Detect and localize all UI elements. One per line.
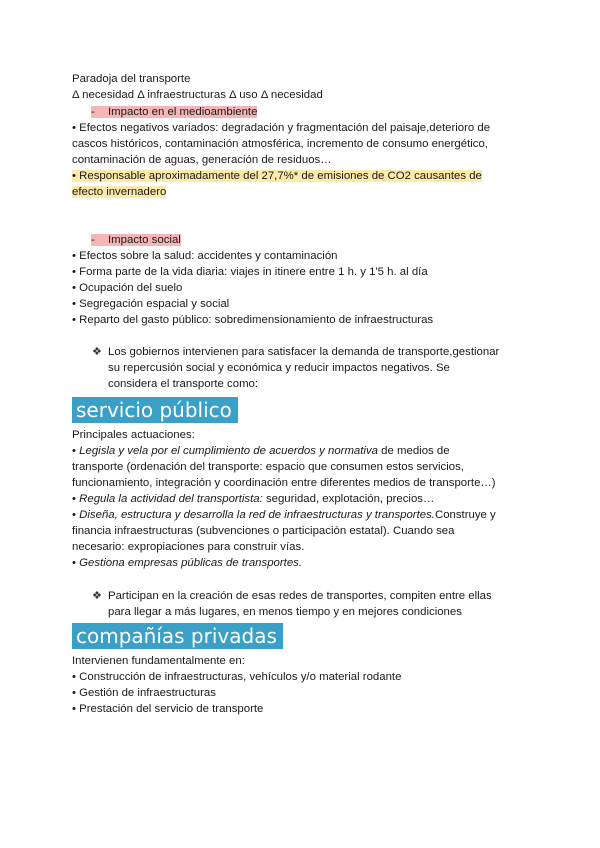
action-line: • Regula la actividad del transportista: seguridad, explotación, precios… xyxy=(72,493,435,505)
private-line: • Construcción de infraestructuras, vehículos y/o material rodante xyxy=(72,671,402,683)
env-impact-heading-text: Impacto en el medioambiente xyxy=(108,106,258,118)
social-line: • Reparto del gasto público: sobredimensionamiento de infraestructuras xyxy=(72,314,434,326)
private-companies-banner: compañías privadas xyxy=(72,623,283,649)
doc-title: Paradoja del transporte xyxy=(72,73,191,85)
transport-paradox-formula: Δ necesidad Δ infraestructuras Δ uso Δ necesidad xyxy=(72,89,323,101)
private-line: • Gestión de infraestructuras xyxy=(72,687,216,699)
action-line: • Legisla y vela por el cumplimiento de acuerdos y normativa de medios de xyxy=(72,445,450,457)
gov-note-line: Los gobiernos intervienen para satisfacer la demanda de transporte,gestionar xyxy=(108,346,500,358)
private-line: • Prestación del servicio de transporte xyxy=(72,703,264,715)
social-line: • Efectos sobre la salud: accidentes y contaminación xyxy=(72,250,338,262)
action-line: transporte (ordenación del transporte: espacio que consumen estos servicios, xyxy=(72,461,464,473)
env-line: contaminación de aguas, generación de residuos… xyxy=(72,154,332,166)
env-line: cascos históricos, contaminación atmosférica, incremento de consumo energético, xyxy=(72,138,488,150)
diamond-bullet-icon: ❖ xyxy=(92,346,102,358)
diamond-bullet-icon: ❖ xyxy=(92,590,102,602)
social-line: • Ocupación del suelo xyxy=(72,282,183,294)
social-impact-heading-text: Impacto social xyxy=(108,234,181,246)
actions-heading: Principales actuaciones: xyxy=(72,429,195,441)
private-note-line: Participan en la creación de esas redes de transportes, compiten entre ellas xyxy=(108,590,492,602)
action-line: • Gestiona empresas públicas de transportes. xyxy=(72,557,303,569)
private-note-line: para llegar a más lugares, en menos tiempo y en mejores condiciones xyxy=(108,606,462,618)
action-line: financia infraestructuras (subvenciones o participación estatal). Cuando sea xyxy=(72,525,455,537)
gov-note-line: considera el transporte como: xyxy=(108,378,259,390)
private-heading: Intervienen fundamentalmente en: xyxy=(72,655,245,667)
social-line: • Segregación espacial y social xyxy=(72,298,230,310)
list-dash: - xyxy=(91,106,95,118)
env-line: • Efectos negativos variados: degradación y fragmentación del paisaje,deterioro de xyxy=(72,122,491,134)
action-line: • Diseña, estructura y desarrolla la red de infraestructuras y transportes.Construye y xyxy=(72,509,496,521)
action-line: necesario: expropiaciones para construir vías. xyxy=(72,541,305,553)
public-service-banner: servicio público xyxy=(72,397,238,423)
emissions-highlight-line: • Responsable aproximadamente del 27,7%* de emisiones de CO2 causantes de xyxy=(72,170,482,182)
gov-note-line: su repercusión social y económica y reducir impactos negativos. Se xyxy=(108,362,450,374)
action-line: funcionamiento, integración y coordinación entre diferentes medios de transporte…) xyxy=(72,477,496,489)
social-impact-heading xyxy=(91,232,181,248)
list-dash: - xyxy=(91,234,95,246)
social-line: • Forma parte de la vida diaria: viajes in itinere entre 1 h. y 1'5 h. al día xyxy=(72,266,428,278)
env-impact-heading xyxy=(91,104,257,120)
emissions-highlight-line: efecto invernadero xyxy=(72,186,167,198)
